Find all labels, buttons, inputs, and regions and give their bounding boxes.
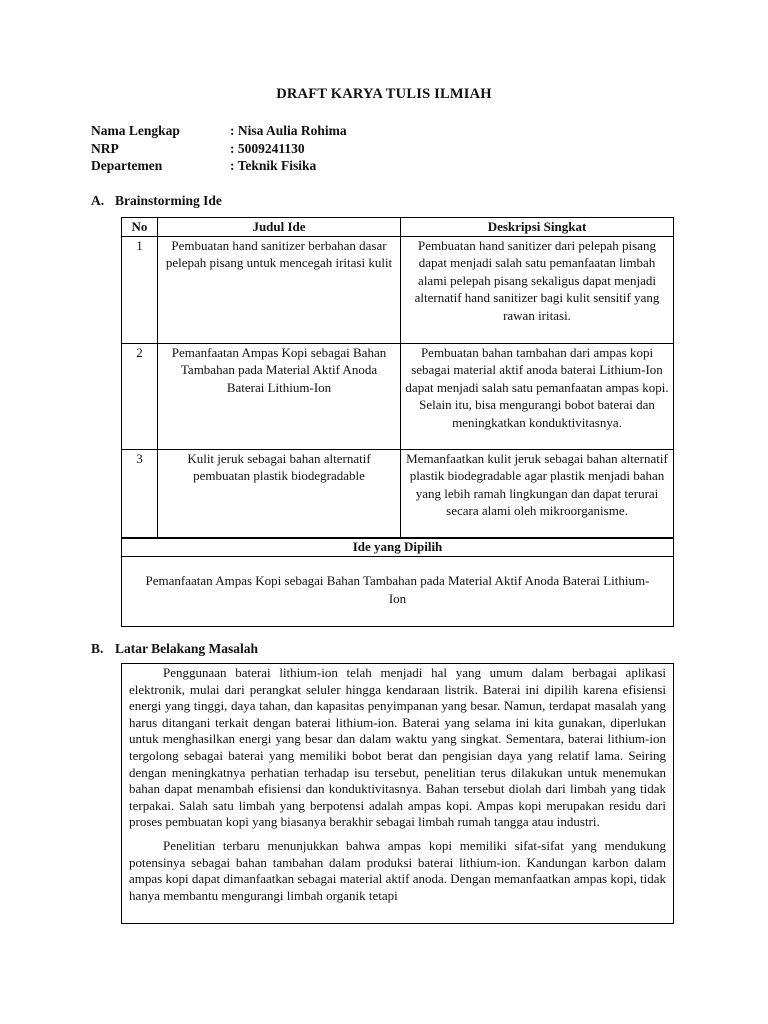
document-title: DRAFT KARYA TULIS ILMIAH: [276, 86, 492, 102]
info-label: Departemen: [91, 158, 163, 173]
cell-judul: Pembuatan hand sanitizer berbahan dasar pelepah pisang untuk mencegah iritasi kulit: [158, 236, 401, 343]
chosen-idea-box: [121, 537, 674, 627]
cell-no: 1: [122, 236, 158, 343]
info-label: NRP: [91, 140, 119, 156]
author-info: [91, 123, 347, 176]
chosen-idea-text: Pemanfaatan Ampas Kopi sebagai Bahan Tambahan pada Material Aktif Anoda Baterai Lithium-Ion: [145, 573, 650, 606]
cell-deskripsi: Pembuatan bahan tambahan dari ampas kopi sebagai material aktif anoda baterai Lithium-Ion dapat menjadi salah satu pemanfaatan ampas kopi. Selain itu, bisa mengurangi bobot baterai dan meningkatkan konduktivitasnya.: [401, 343, 674, 449]
info-value: : Nisa Aulia Rohima: [230, 123, 347, 138]
section-b-heading: [91, 641, 258, 657]
section-title: Latar Belakang Masalah: [115, 641, 259, 656]
section-letter: B.: [91, 641, 104, 656]
info-row-department: [91, 158, 347, 176]
info-row-nrp: [91, 141, 347, 159]
cell-deskripsi: Pembuatan hand sanitizer dari pelepah pisang dapat menjadi salah satu pemanfaatan limbah alami pelepah pisang sekaligus dapat menjadi alternatif hand sanitizer bagi kulit sensitif yang rawan iritasi.: [401, 236, 674, 343]
table-header-row: [122, 218, 674, 237]
background-text-box: [121, 663, 674, 924]
info-row-name: [91, 123, 347, 141]
table-row: [122, 236, 674, 343]
table-row: [122, 449, 674, 538]
info-value: : 5009241130: [230, 140, 305, 156]
cell-no: 2: [122, 343, 158, 449]
background-paragraph: Penelitian terbaru menunjukkan bahwa ampas kopi memiliki sifat-sifat yang mendukung potensinya sebagai bahan tambahan dalam produksi baterai lithium-ion. Kandungan karbon dalam ampas kopi dapat dimanfaatkan sebagai material aktif anoda. Dengan memanfaatkan ampas kopi, tidak hanya membantu mengurangi limbah organik tetapi: [129, 837, 666, 903]
cell-no: 3: [122, 449, 158, 538]
col-header-deskripsi: Deskripsi Singkat: [401, 218, 674, 237]
section-title: Brainstorming Ide: [115, 193, 222, 208]
info-label: Nama Lengkap: [91, 123, 180, 138]
ideas-table: [121, 217, 674, 539]
col-header-no: No: [122, 218, 158, 237]
cell-judul: Pemanfaatan Ampas Kopi sebagai Bahan Tambahan pada Material Aktif Anoda Baterai Lithium-Ion: [158, 343, 401, 449]
section-letter: A.: [91, 193, 105, 208]
background-paragraph: Penggunaan baterai lithium-ion telah menjadi hal yang umum dalam berbagai aplikasi elektronik, mulai dari perangkat seluler hingga kendaraan listrik. Baterai ini dipilih karena efisiensi energi yang tinggi, daya tahan, dan kapasitas penyimpanan yang besar. Namun, terdapat masalah yang harus ditangani terkait dengan baterai lithium-ion. Baterai yang selama ini kita gunakan, diperlukan untuk menghasilkan energi yang besar dan dalam waktu yang singkat. Sementara, baterai lithium-ion tergolong sebagai baterai yang memiliki bobot berat dan pengisian daya yang relatif lama. Seiring dengan meningkatnya perhatian terhadap isu tersebut, penelitian terus dilakukan untuk menemukan bahan dapat menambah efisiensi dan konduktivitasnya. Bahan tersebut diolah dari limbah yang tidak terpakai. Salah satu limbah yang berpotensi adalah ampas kopi. Ampas kopi merupakan residu dari proses pembuatan kopi yang biasanya berakhir sebagai limbah rumah tangga atau industri.: [129, 665, 666, 830]
cell-judul: Kulit jeruk sebagai bahan alternatif pembuatan plastik biodegradable: [158, 449, 401, 538]
table-row: [122, 343, 674, 449]
chosen-idea-header: Ide yang Dipilih: [122, 538, 673, 557]
col-header-judul: Judul Ide: [158, 218, 401, 237]
section-a-heading: [91, 193, 222, 209]
info-value: : Teknik Fisika: [230, 158, 317, 173]
cell-deskripsi: Memanfaatkan kulit jeruk sebagai bahan alternatif plastik biodegradable agar plastik menjadi bahan yang lebih ramah lingkungan dan dapat terurai secara alami oleh mikroorganisme.: [401, 449, 674, 538]
